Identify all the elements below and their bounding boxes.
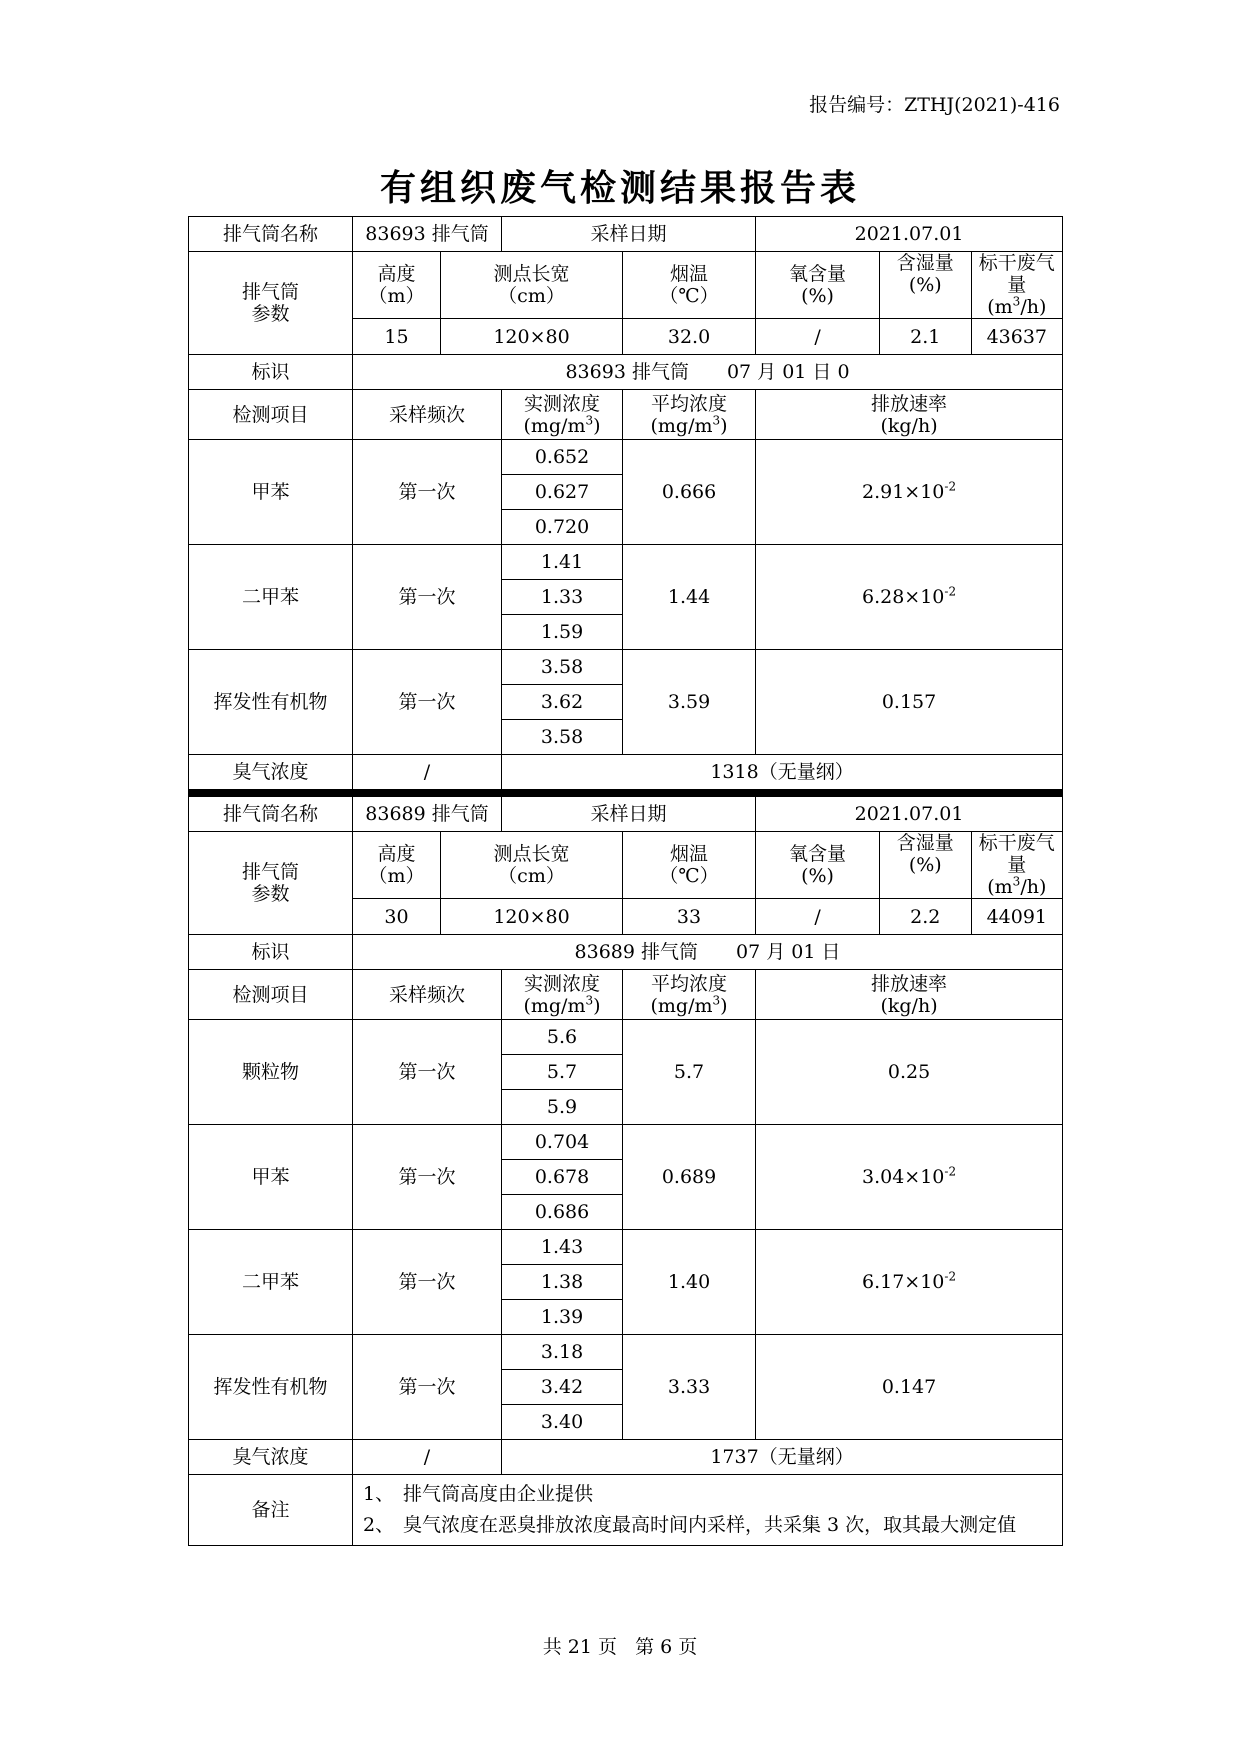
table-row: [189, 790, 1063, 797]
unit-part: (m: [987, 296, 1013, 318]
remark-number: 1、: [363, 1483, 395, 1505]
conc-unit: [502, 415, 622, 437]
measured-value: 3.42: [502, 1370, 623, 1405]
oxygen-value: /: [756, 319, 880, 355]
measured-value: 0.720: [502, 510, 623, 545]
table-row: [189, 935, 1063, 970]
average-value: 1.44: [623, 545, 756, 650]
remark-number: 2、: [363, 1514, 395, 1536]
moisture-title: 含湿量: [896, 252, 954, 274]
label-line: 参数: [251, 303, 290, 325]
odor-label: 臭气浓度: [189, 755, 353, 790]
item-name: 颗粒物: [189, 1020, 353, 1125]
superscript: -2: [944, 584, 957, 599]
rate-base: 3.04×10: [861, 1166, 945, 1188]
average-value: 0.666: [623, 440, 756, 545]
oxygen-unit: (%): [801, 865, 834, 887]
measured-value: 5.7: [502, 1055, 623, 1090]
size-unit: （cm）: [498, 285, 565, 307]
conc-unit: [502, 995, 622, 1017]
measured-header: [502, 390, 623, 440]
height-header: [353, 832, 441, 899]
section-divider: [189, 790, 1063, 797]
height-header: [353, 252, 441, 319]
flow-unit: [972, 296, 1063, 318]
moisture-flow-header: [880, 832, 1063, 899]
oxygen-unit: (%): [801, 285, 834, 307]
odor-frequency: /: [353, 755, 502, 790]
table-row: [189, 1125, 1063, 1160]
flow-title: 标干废气量: [978, 832, 1055, 876]
measured-value: 0.704: [502, 1125, 623, 1160]
moisture-flow-value: [880, 899, 1063, 935]
remark-text: 臭气浓度在恶臭排放浓度最高时间内采样，共采集 3 次，取其最大测定值: [403, 1514, 1017, 1536]
table-row: [189, 1440, 1063, 1475]
rate-header: [756, 970, 1063, 1020]
table-row: [189, 1020, 1063, 1055]
measured-value: 1.33: [502, 580, 623, 615]
unit-part: /h): [1020, 296, 1047, 318]
measured-value: 0.686: [502, 1195, 623, 1230]
height-unit: （m）: [368, 285, 425, 307]
rate-value: [756, 1230, 1063, 1335]
average-value: 0.689: [623, 1125, 756, 1230]
marker-value: 83689 排气筒 07 月 01 日: [353, 935, 1063, 970]
unit-part: ): [593, 994, 601, 1017]
measured-title: 实测浓度: [524, 972, 601, 995]
temp-header: [623, 832, 756, 899]
measured-value: 3.62: [502, 685, 623, 720]
measured-value: 1.38: [502, 1265, 623, 1300]
item-frequency: 第一次: [353, 650, 502, 755]
superscript: 3: [712, 413, 721, 428]
unit-part: /h): [1020, 876, 1047, 898]
size-title: 测点长宽: [493, 843, 570, 865]
item-frequency: 第一次: [353, 545, 502, 650]
measured-value: 0.652: [502, 440, 623, 475]
superscript: -2: [944, 1269, 957, 1284]
size-header: [441, 832, 623, 899]
item-name: 二甲苯: [189, 545, 353, 650]
measured-value: 1.39: [502, 1300, 623, 1335]
current-page: 第 6 页: [635, 1636, 698, 1658]
measured-value: 0.678: [502, 1160, 623, 1195]
height-unit: （m）: [368, 865, 425, 887]
table-row: [189, 545, 1063, 580]
rate-base: 0.147: [881, 1376, 937, 1398]
rate-value: [756, 440, 1063, 545]
remark-item: [363, 1510, 1052, 1541]
table-row: [189, 217, 1063, 252]
temp-unit: （℃）: [659, 285, 719, 307]
rate-value: [756, 545, 1063, 650]
size-value: 120×80: [441, 899, 623, 935]
item-name: 挥发性有机物: [189, 650, 353, 755]
temp-header: [623, 252, 756, 319]
moisture-value: 2.1: [910, 325, 941, 348]
rate-base: 6.17×10: [861, 1271, 945, 1293]
rate-value: [756, 1335, 1063, 1440]
stack-params-label: [189, 832, 353, 935]
superscript: 3: [585, 413, 594, 428]
odor-frequency: /: [353, 1440, 502, 1475]
remark-item: [363, 1479, 1052, 1510]
total-pages: 共 21 页: [542, 1636, 618, 1658]
rate-unit: (kg/h): [880, 414, 938, 437]
measured-title: 实测浓度: [524, 392, 601, 415]
rate-header: [756, 390, 1063, 440]
height-value: 15: [353, 319, 441, 355]
marker-value: 83693 排气筒 07 月 01 日 0: [353, 355, 1063, 390]
report-number: 报告编号：ZTHJ(2021)-416: [809, 94, 1060, 116]
temp-value: 33: [623, 899, 756, 935]
item-frequency: 第一次: [353, 1335, 502, 1440]
superscript: -2: [944, 479, 957, 494]
table-row: [189, 1335, 1063, 1370]
stack-name-label: 排气筒名称: [189, 217, 353, 252]
rate-base: 0.25: [887, 1061, 931, 1083]
moisture-flow-value: [880, 319, 1063, 355]
item-name: 甲苯: [189, 440, 353, 545]
item-frequency: 第一次: [353, 1230, 502, 1335]
remarks-content: [353, 1475, 1063, 1546]
rate-value: [756, 650, 1063, 755]
unit-part: (m: [987, 876, 1013, 898]
average-header: [623, 970, 756, 1020]
unit-part: ): [720, 994, 728, 1017]
unit-part: (mg/m: [650, 414, 713, 437]
superscript: 3: [1012, 874, 1021, 889]
table-row: [189, 355, 1063, 390]
measured-value: 3.58: [502, 720, 623, 755]
size-value: 120×80: [441, 319, 623, 355]
flow-title: 标干废气量: [978, 252, 1055, 296]
unit-part: (mg/m: [650, 994, 713, 1017]
unit-part: ): [593, 414, 601, 437]
superscript: 3: [585, 993, 594, 1008]
table-row: [189, 1475, 1063, 1546]
height-title: 高度: [377, 843, 416, 865]
conc-unit: [623, 415, 755, 437]
table-row: [189, 252, 1063, 319]
marker-label: 标识: [189, 355, 353, 390]
frequency-header: 采样频次: [353, 970, 502, 1020]
rate-title: 排放速率: [871, 972, 948, 995]
stack-params-label: [189, 252, 353, 355]
rate-base: 2.91×10: [861, 481, 945, 503]
average-title: 平均浓度: [651, 972, 728, 995]
size-unit: （cm）: [498, 865, 565, 887]
moisture-title: 含湿量: [896, 832, 954, 854]
sampling-date-label: 采样日期: [502, 797, 756, 832]
table-row: [189, 1230, 1063, 1265]
results-table: [188, 216, 1063, 1546]
average-value: 5.7: [623, 1020, 756, 1125]
average-value: 1.40: [623, 1230, 756, 1335]
moisture-unit: (%): [908, 274, 942, 296]
oxygen-title: 氧含量: [789, 843, 847, 865]
conc-unit: [623, 995, 755, 1017]
item-frequency: 第一次: [353, 1125, 502, 1230]
remarks-label: 备注: [189, 1475, 353, 1546]
rate-unit: (kg/h): [880, 994, 938, 1017]
average-header: [623, 390, 756, 440]
item-name: 甲苯: [189, 1125, 353, 1230]
table-row: [189, 650, 1063, 685]
table-row: [189, 970, 1063, 1020]
measured-value: 1.41: [502, 545, 623, 580]
superscript: -2: [944, 1164, 957, 1179]
table-row: [189, 755, 1063, 790]
remark-text: 排气筒高度由企业提供: [403, 1483, 594, 1505]
rate-value: [756, 1020, 1063, 1125]
superscript: 3: [1012, 294, 1021, 309]
table-row: [189, 440, 1063, 475]
stack-name-label: 排气筒名称: [189, 797, 353, 832]
measured-value: 5.6: [502, 1020, 623, 1055]
measured-header: [502, 970, 623, 1020]
item-name: 挥发性有机物: [189, 1335, 353, 1440]
marker-label: 标识: [189, 935, 353, 970]
sampling-date-value: 2021.07.01: [756, 217, 1063, 252]
average-value: 3.59: [623, 650, 756, 755]
rate-value: [756, 1125, 1063, 1230]
height-title: 高度: [377, 263, 416, 285]
measured-value: 3.58: [502, 650, 623, 685]
sampling-date-label: 采样日期: [502, 217, 756, 252]
temp-title: 烟温: [670, 843, 709, 865]
size-header: [441, 252, 623, 319]
oxygen-header: [756, 252, 880, 319]
rate-base: 0.157: [881, 691, 937, 713]
measured-value: 3.18: [502, 1335, 623, 1370]
average-value: 3.33: [623, 1335, 756, 1440]
item-header: 检测项目: [189, 390, 353, 440]
measured-value: 1.59: [502, 615, 623, 650]
height-value: 30: [353, 899, 441, 935]
odor-label: 臭气浓度: [189, 1440, 353, 1475]
temp-value: 32.0: [623, 319, 756, 355]
rate-title: 排放速率: [871, 392, 948, 415]
measured-value: 0.627: [502, 475, 623, 510]
odor-value: 1318（无量纲）: [502, 755, 1063, 790]
page-footer: [0, 1632, 1240, 1659]
measured-value: 5.9: [502, 1090, 623, 1125]
label-line: 参数: [251, 883, 290, 905]
moisture-unit: (%): [908, 854, 942, 876]
temp-title: 烟温: [670, 263, 709, 285]
oxygen-title: 氧含量: [789, 263, 847, 285]
oxygen-value: /: [756, 899, 880, 935]
measured-value: 1.43: [502, 1230, 623, 1265]
moisture-value: 2.2: [910, 905, 941, 928]
flow-value: 44091: [986, 905, 1048, 928]
table-row: [189, 390, 1063, 440]
item-frequency: 第一次: [353, 1020, 502, 1125]
average-title: 平均浓度: [651, 392, 728, 415]
sampling-date-value: 2021.07.01: [756, 797, 1063, 832]
table-row: [189, 832, 1063, 899]
measured-value: 3.40: [502, 1405, 623, 1440]
unit-part: (mg/m: [523, 994, 586, 1017]
item-name: 二甲苯: [189, 1230, 353, 1335]
frequency-header: 采样频次: [353, 390, 502, 440]
unit-part: (mg/m: [523, 414, 586, 437]
flow-unit: [972, 876, 1063, 898]
moisture-flow-header: [880, 252, 1063, 319]
rate-base: 6.28×10: [861, 586, 945, 608]
flow-value: 43637: [986, 325, 1048, 348]
page-title: 有组织废气检测结果报告表: [379, 167, 860, 209]
table-row: [189, 797, 1063, 832]
unit-part: ): [720, 414, 728, 437]
item-header: 检测项目: [189, 970, 353, 1020]
odor-value: 1737（无量纲）: [502, 1440, 1063, 1475]
label-line: 排气筒: [241, 861, 299, 883]
label-line: 排气筒: [241, 281, 299, 303]
stack-name-value: 83689 排气筒: [353, 797, 502, 832]
size-title: 测点长宽: [493, 263, 570, 285]
stack-name-value: 83693 排气筒: [353, 217, 502, 252]
temp-unit: （℃）: [659, 865, 719, 887]
oxygen-header: [756, 832, 880, 899]
item-frequency: 第一次: [353, 440, 502, 545]
superscript: 3: [712, 993, 721, 1008]
